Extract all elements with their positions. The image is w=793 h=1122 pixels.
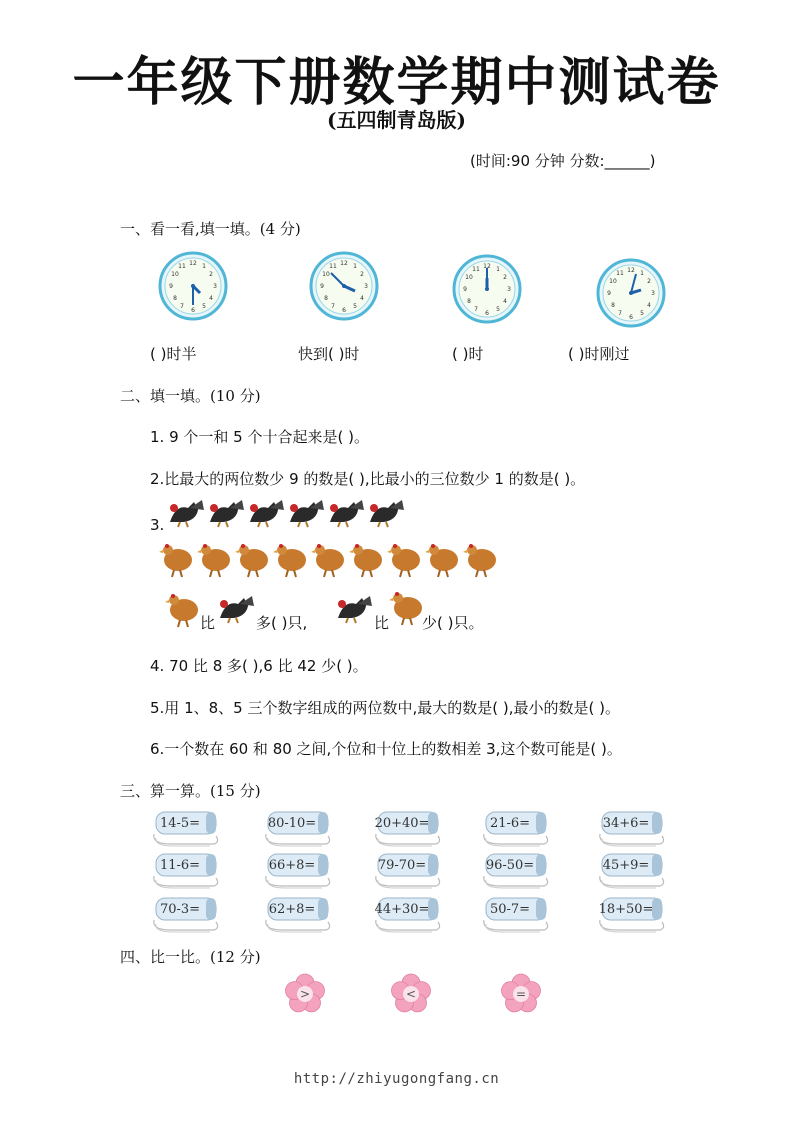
calc-problem: 34+6= (602, 816, 650, 831)
calc-card (372, 894, 444, 934)
svg-text:8: 8 (324, 295, 328, 302)
hen-icon (196, 538, 234, 578)
rooster-icon (206, 496, 246, 528)
svg-text:9: 9 (463, 286, 467, 293)
svg-text:9: 9 (320, 283, 324, 290)
calc-card (596, 894, 668, 934)
calc-card (150, 894, 222, 934)
compare-text-4: 少( )只。 (422, 614, 484, 632)
calc-card (480, 808, 552, 848)
calc-card (150, 808, 222, 848)
hen-icon (424, 538, 462, 578)
svg-text:3: 3 (651, 290, 655, 297)
clock-1-label: ( )时半 (150, 345, 197, 363)
calc-problem: 96-50= (485, 858, 535, 873)
clock-4-label: ( )时刚过 (568, 345, 630, 363)
clock-2-label: 快到( )时 (298, 345, 360, 363)
question-4: 4. 70 比 8 多( ),6 比 42 少( )。 (150, 657, 368, 675)
svg-text:6: 6 (485, 310, 489, 317)
rooster-icon (216, 592, 256, 624)
svg-text:1: 1 (640, 270, 644, 277)
svg-text:11: 11 (472, 266, 480, 273)
hen-icon (386, 538, 424, 578)
svg-text:3: 3 (364, 283, 368, 290)
clock-icon (596, 258, 666, 328)
calc-problem: 44+30= (374, 902, 430, 917)
svg-text:4: 4 (360, 295, 364, 302)
rooster-row (166, 496, 406, 528)
svg-text:3: 3 (213, 283, 217, 290)
clock-icon (309, 251, 379, 321)
rooster-icon (286, 496, 326, 528)
calc-card (596, 850, 668, 890)
svg-text:2: 2 (503, 274, 507, 281)
svg-text:7: 7 (474, 306, 478, 313)
calc-card (596, 808, 668, 848)
question-2: 2.比最大的两位数少 9 的数是( ),比最小的三位数少 1 的数是( )。 (150, 470, 586, 488)
calc-problem: 62+8= (268, 902, 316, 917)
question-1: 1. 9 个一和 5 个十合起来是( )。 (150, 428, 369, 446)
svg-text:11: 11 (178, 263, 186, 270)
svg-text:10: 10 (609, 278, 617, 285)
hen-icon (158, 538, 196, 578)
page-subtitle: (五四制青岛版) (327, 108, 466, 132)
hen-row (158, 538, 500, 578)
question-6: 6.一个数在 60 和 80 之间,个位和十位上的数相差 3,这个数可能是( )。 (150, 740, 622, 758)
calc-card (480, 850, 552, 890)
svg-text:1: 1 (496, 266, 500, 273)
hen-icon (272, 538, 310, 578)
compare-symbol: > (299, 987, 311, 1001)
svg-text:4: 4 (209, 295, 213, 302)
calc-problem: 80-10= (267, 816, 317, 831)
comparison-symbols (280, 973, 560, 1017)
svg-text:2: 2 (209, 271, 213, 278)
calc-card (372, 850, 444, 890)
calc-card (372, 808, 444, 848)
flower-icon (284, 973, 326, 1015)
svg-text:8: 8 (467, 298, 471, 305)
hen-icon (164, 588, 202, 628)
svg-text:9: 9 (169, 283, 173, 290)
calc-problem: 20+40= (374, 816, 430, 831)
svg-text:9: 9 (607, 290, 611, 297)
section-2-heading: 二、填一填。(10 分) (120, 387, 261, 405)
calc-card (150, 850, 222, 890)
svg-text:11: 11 (329, 263, 337, 270)
compare-text-2: 多( )只, (256, 614, 308, 632)
svg-text:12: 12 (627, 267, 635, 274)
hen-icon (234, 538, 272, 578)
hen-icon (348, 538, 386, 578)
svg-text:2: 2 (360, 271, 364, 278)
svg-text:4: 4 (647, 302, 651, 309)
svg-text:12: 12 (340, 260, 348, 267)
section-3-heading: 三、算一算。(15 分) (120, 782, 261, 800)
svg-text:12: 12 (483, 263, 491, 270)
calc-card (262, 808, 334, 848)
svg-text:7: 7 (180, 303, 184, 310)
calc-problem: 18+50= (598, 902, 654, 917)
svg-text:5: 5 (640, 310, 644, 317)
clock-3-label: ( )时 (452, 345, 484, 363)
svg-text:7: 7 (331, 303, 335, 310)
footer-url: http://zhiyugongfang.cn (293, 1071, 500, 1087)
svg-text:2: 2 (647, 278, 651, 285)
compare-symbol: = (515, 987, 527, 1001)
calc-problem: 21-6= (489, 816, 531, 831)
svg-text:10: 10 (322, 271, 330, 278)
calc-problem: 66+8= (268, 858, 316, 873)
calc-problem: 79-70= (377, 858, 427, 873)
svg-text:12: 12 (189, 260, 197, 267)
svg-text:1: 1 (202, 263, 206, 270)
compare-text-3: 比 (374, 614, 390, 632)
calc-problem: 11-6= (159, 858, 201, 873)
svg-text:5: 5 (202, 303, 206, 310)
rooster-icon (166, 496, 206, 528)
calc-card (262, 894, 334, 934)
svg-text:4: 4 (503, 298, 507, 305)
hen-icon (310, 538, 348, 578)
calc-problem: 50-7= (489, 902, 531, 917)
svg-text:6: 6 (342, 307, 346, 314)
calc-problem: 45+9= (602, 858, 650, 873)
svg-text:8: 8 (611, 302, 615, 309)
svg-text:8: 8 (173, 295, 177, 302)
svg-text:5: 5 (496, 306, 500, 313)
rooster-icon (366, 496, 406, 528)
svg-text:6: 6 (191, 307, 195, 314)
svg-text:6: 6 (629, 314, 633, 321)
hen-icon (388, 586, 426, 626)
calculation-grid (150, 808, 710, 938)
rooster-icon (334, 592, 374, 624)
rooster-icon (326, 496, 366, 528)
clock-icon (452, 254, 522, 324)
flower-icon (390, 973, 432, 1015)
clock-icon (158, 251, 228, 321)
time-score-info: (时间:90 分钟 分数:______) (470, 152, 656, 170)
flower-icon (500, 973, 542, 1015)
section-4-heading: 四、比一比。(12 分) (120, 948, 261, 966)
svg-text:11: 11 (616, 270, 624, 277)
question-5: 5.用 1、8、5 三个数字组成的两位数中,最大的数是( ),最小的数是( )。 (150, 699, 620, 717)
svg-text:1: 1 (353, 263, 357, 270)
svg-text:7: 7 (618, 310, 622, 317)
section-1-heading: 一、看一看,填一填。(4 分) (120, 220, 301, 238)
compare-symbol: < (405, 987, 417, 1001)
rooster-icon (246, 496, 286, 528)
hen-icon (462, 538, 500, 578)
calc-card (262, 850, 334, 890)
svg-text:10: 10 (465, 274, 473, 281)
svg-text:3: 3 (507, 286, 511, 293)
question-3-number: 3. (150, 516, 165, 534)
calc-problem: 70-3= (159, 902, 201, 917)
calc-problem: 14-5= (159, 816, 201, 831)
page-title: 一年级下册数学期中测试卷 (72, 52, 721, 113)
calc-card (480, 894, 552, 934)
svg-text:5: 5 (353, 303, 357, 310)
svg-text:10: 10 (171, 271, 179, 278)
compare-text-1: 比 (200, 614, 216, 632)
